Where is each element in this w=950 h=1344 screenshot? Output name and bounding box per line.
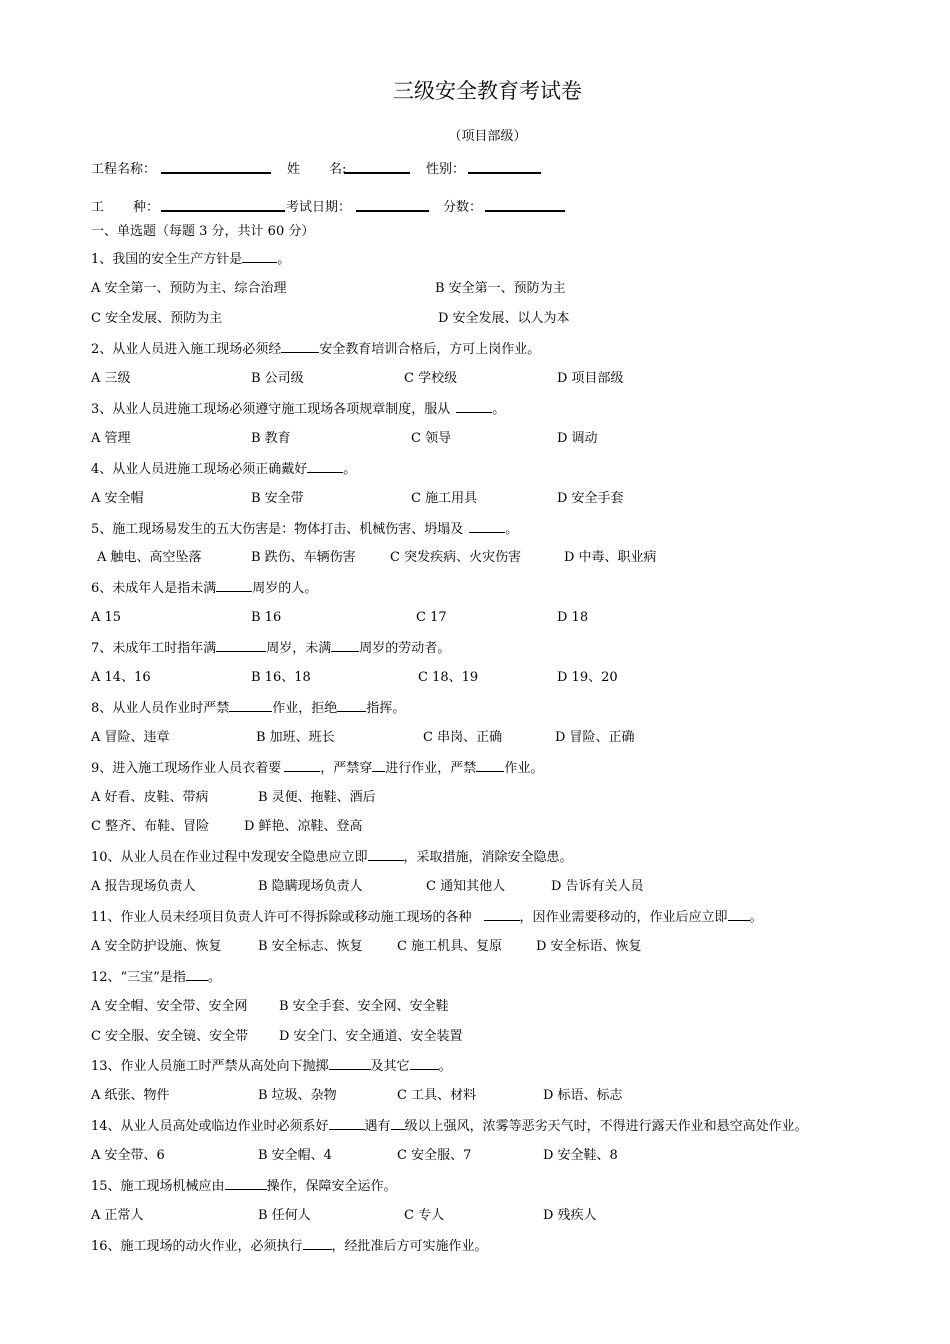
answer-blank[interactable] (281, 341, 319, 353)
q13-option-a[interactable]: A 纸张、物件 (91, 1088, 170, 1103)
q2-option-c[interactable]: C 学校级 (404, 371, 458, 386)
q3-option-b[interactable]: B 教育 (251, 431, 291, 446)
q6-option-c[interactable]: C 17 (416, 610, 447, 625)
q1-option-d[interactable]: D 安全发展、以人为本 (438, 311, 570, 326)
answer-blank[interactable] (484, 909, 520, 921)
question-12: 12、“三宝”是指 。 (91, 970, 221, 985)
gender-field[interactable] (468, 161, 541, 174)
q4-option-d[interactable]: D 安全手套 (557, 491, 624, 506)
answer-blank[interactable] (303, 1238, 332, 1250)
q12-option-d[interactable]: D 安全门、安全通道、安全装置 (279, 1029, 463, 1044)
q14-option-c[interactable]: C 安全服、7 (397, 1148, 472, 1163)
q11-option-a[interactable]: A 安全防护设施、恢复 (91, 939, 222, 954)
q9-option-d[interactable]: D 鲜艳、凉鞋、登高 (244, 819, 363, 834)
q4-option-c[interactable]: C 施工用具 (411, 491, 478, 506)
answer-blank[interactable] (216, 640, 266, 652)
q3-option-c[interactable]: C 领导 (411, 431, 452, 446)
score-field[interactable] (485, 199, 565, 212)
q4-option-a[interactable]: A 安全帽 (91, 491, 144, 506)
q12-option-c[interactable]: C 安全服、安全镜、安全带 (91, 1029, 249, 1044)
question-11: 11、作业人员未经项目负责人许可不得拆除或移动施工现场的各种 ，因作业需要移动的，作业后应立即 。 (91, 910, 763, 925)
q10-option-b[interactable]: B 隐瞒现场负责人 (258, 879, 363, 894)
q12-option-a[interactable]: A 安全帽、安全带、安全网 (91, 999, 248, 1014)
q5-option-d[interactable]: D 中毒、职业病 (564, 550, 657, 565)
q3-option-a[interactable]: A 管理 (91, 431, 131, 446)
question-3: 3、从业人员进施工现场必须遵守施工现场各项规章制度，服从 。 (91, 402, 506, 417)
question-13: 13、作业人员施工时严禁从高处向下抛掷 及其它 。 (91, 1059, 452, 1074)
q4-option-b[interactable]: B 安全带 (251, 491, 304, 506)
q13-option-d[interactable]: D 标语、标志 (543, 1088, 623, 1103)
q11-option-c[interactable]: C 施工机具、复原 (397, 939, 503, 954)
q1-option-a[interactable]: A 安全第一、预防为主、综合治理 (91, 281, 287, 296)
q7-option-c[interactable]: C 18、19 (418, 670, 479, 685)
question-8: 8、从业人员作业时严禁 作业，拒绝 指挥。 (91, 701, 406, 716)
score-label: 分数： (443, 200, 483, 215)
name-field[interactable] (344, 161, 410, 174)
q15-option-a[interactable]: A 正常人 (91, 1208, 144, 1223)
question-15: 15、施工现场机械应由 操作，保障安全运作。 (91, 1179, 397, 1194)
answer-blank[interactable] (410, 1058, 439, 1070)
q8-option-d[interactable]: D 冒险、正确 (555, 730, 635, 745)
q12-option-b[interactable]: B 安全手套、安全网、安全鞋 (279, 999, 449, 1014)
answer-blank[interactable] (225, 1178, 267, 1190)
answer-blank[interactable] (337, 700, 366, 712)
q1-option-b[interactable]: B 安全第一、预防为主 (435, 281, 566, 296)
question-4: 4、从业人员进施工现场必须正确戴好 。 (91, 462, 357, 477)
q7-option-b[interactable]: B 16、18 (251, 670, 311, 685)
exam-date-field[interactable] (356, 199, 429, 212)
answer-blank[interactable] (391, 1118, 405, 1130)
answer-blank[interactable] (284, 760, 320, 772)
q5-option-c[interactable]: C 突发疾病、火灾伤害 (390, 550, 522, 565)
answer-blank[interactable] (229, 700, 272, 712)
section-heading: 一、单选题（每题 3 分，共计 60 分） (91, 224, 315, 239)
q10-option-c[interactable]: C 通知其他人 (426, 879, 506, 894)
q3-option-d[interactable]: D 调动 (557, 431, 598, 446)
q13-option-c[interactable]: C 工具、材料 (397, 1088, 477, 1103)
q14-option-d[interactable]: D 安全鞋、8 (543, 1148, 618, 1163)
exam-date-label: 考试日期： (286, 200, 352, 215)
project-name-field[interactable] (161, 161, 271, 174)
q15-option-b[interactable]: B 任何人 (258, 1208, 311, 1223)
q1-option-c[interactable]: C 安全发展、预防为主 (91, 311, 223, 326)
question-10: 10、从业人员在作业过程中发现安全隐患应立即 ，采取措施，消除安全隐患。 (91, 850, 573, 865)
q11-option-b[interactable]: B 安全标志、恢复 (258, 939, 363, 954)
answer-blank[interactable] (456, 401, 492, 413)
question-7: 7、未成年工时指年满 周岁，未满 周岁的劳动者。 (91, 641, 451, 656)
page-subtitle: （项目部级） (448, 129, 527, 144)
answer-blank[interactable] (242, 251, 277, 263)
trade-field[interactable] (161, 199, 285, 212)
answer-blank[interactable] (329, 1118, 365, 1130)
question-16: 16、施工现场的动火作业，必须执行 ，经批准后方可实施作业。 (91, 1239, 488, 1254)
q8-option-b[interactable]: B 加班、班长 (256, 730, 335, 745)
trade-label-b: 种： (133, 200, 160, 215)
q7-option-d[interactable]: D 19、20 (557, 670, 618, 685)
q15-option-c[interactable]: C 专人 (404, 1208, 445, 1223)
question-5: 5、施工现场易发生的五大伤害是：物体打击、机械伤害、坍塌及 。 (91, 522, 519, 537)
q7-option-a[interactable]: A 14、16 (91, 670, 151, 685)
q2-option-a[interactable]: A 三级 (91, 371, 131, 386)
q14-option-b[interactable]: B 安全帽、4 (258, 1148, 332, 1163)
answer-blank[interactable] (216, 580, 252, 592)
answer-blank[interactable] (329, 1058, 371, 1070)
answer-blank[interactable] (368, 849, 404, 861)
q15-option-d[interactable]: D 残疾人 (543, 1208, 597, 1223)
question-2: 2、从业人员进入施工现场必须经 安全教育培训合格后，方可上岗作业。 (91, 342, 541, 357)
q6-option-d[interactable]: D 18 (557, 610, 589, 625)
q11-option-d[interactable]: D 安全标语、恢复 (536, 939, 642, 954)
q8-option-a[interactable]: A 冒险、违章 (91, 730, 170, 745)
gender-label: 性别： (426, 162, 466, 177)
project-name-label: 工程名称： (91, 162, 157, 177)
question-9: 9、进入施工现场作业人员衣着要 ，严禁穿 进行作业，严禁 作业。 (91, 761, 544, 776)
q6-option-b[interactable]: B 16 (251, 610, 282, 625)
answer-blank[interactable] (476, 760, 504, 772)
name-label-a: 姓 (287, 162, 301, 177)
q14-option-a[interactable]: A 安全带、6 (91, 1148, 165, 1163)
q10-option-d[interactable]: D 告诉有关人员 (551, 879, 644, 894)
q5-option-a[interactable]: A 触电、高空坠落 (97, 550, 202, 565)
q2-option-d[interactable]: D 项目部级 (557, 371, 624, 386)
q9-option-c[interactable]: C 整齐、布鞋、冒险 (91, 819, 210, 834)
q13-option-b[interactable]: B 垃圾、杂物 (258, 1088, 337, 1103)
question-1: 1、我国的安全生产方针是 。 (91, 252, 291, 267)
answer-blank[interactable] (307, 461, 343, 473)
q5-option-b[interactable]: B 跌伤、车辆伤害 (251, 550, 356, 565)
trade-label-a: 工 (91, 200, 105, 215)
answer-blank[interactable] (372, 760, 385, 772)
q2-option-b[interactable]: B 公司级 (251, 371, 304, 386)
answer-blank[interactable] (469, 521, 505, 533)
page-title: 三级安全教育考试卷 (393, 79, 582, 103)
name-label-b: 名: (329, 162, 347, 177)
q6-option-a[interactable]: A 15 (91, 610, 122, 625)
q10-option-a[interactable]: A 报告现场负责人 (91, 879, 196, 894)
q8-option-c[interactable]: C 串岗、正确 (423, 730, 503, 745)
answer-blank[interactable] (728, 909, 750, 921)
answer-blank[interactable] (331, 640, 359, 652)
answer-blank[interactable] (186, 969, 208, 981)
q9-option-a[interactable]: A 好看、皮鞋、带病 (91, 790, 209, 805)
question-14: 14、从业人员高处或临边作业时必须系好 遇有 级以上强风，浓雾等恶劣天气时，不得进行露天作业和悬空高处作业。 (91, 1119, 808, 1134)
question-6: 6、未成年人是指未满 周岁的人。 (91, 581, 318, 596)
q9-option-b[interactable]: B 灵便、拖鞋、酒后 (258, 790, 376, 805)
